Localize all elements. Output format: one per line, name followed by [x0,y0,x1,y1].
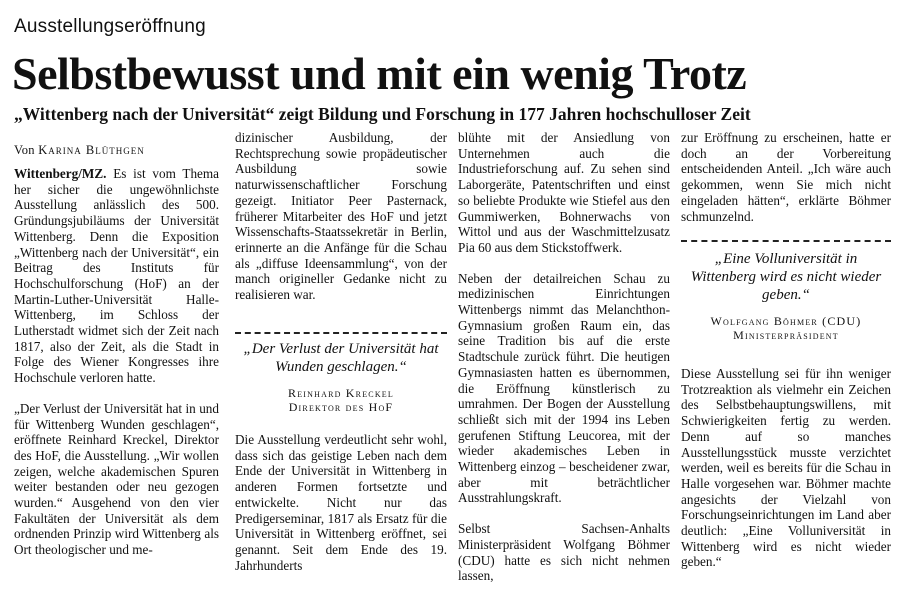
paragraph: „Der Verlust der Universität hat in und für Wittenberg Wunden geschlagen“, eröffnete Reinhard Kreckel, Direktor des HoF, die Ausstellung. „Wir wollen zeigen, welche akademischen Spuren weiter bestanden oder neu gezogen wurden.“ Ausgehend von den vier Fakultäten der Universität als dem ordnenden Prinzip wird Wittenberg als Ort theologischer und me- [14,400,219,558]
column-4-bottom [681,366,891,570]
pull-quote-boehmer [681,240,891,342]
byline-author: Karina Blüthgen [38,143,145,157]
kicker: Ausstellungseröffnung [14,16,206,37]
paragraph: Neben der detailreichen Schau zu medizinischen Einrichtungen Wittenbergs nimmt das Melanchthon-Gymnasium großen Raum ein, das seine Tradition bis auf die erste Stadtschule zurück führt. Die heutigen Gymnasiasten hatten es übernommen, die Eröffnung künstlerisch zu umrahmen. Der Bogen der Ausstellung schließt sich mit der 1994 ins Leben gerufenen Stiftung Leucorea, mit der wieder akademisches Leben in Wittenberg einzog – bescheidener zwar, aber mit beträchtlicher Ausstrahlungskraft. [458,270,670,506]
paragraph: blühte mit der Ansiedlung von Unternehmen auch die Industrieforschung auf. Zu sehen sind Laborgeräte, Patentschriften und einst so beliebte Produkte wie Stiefel aus den Gummiwerken, Bohnerwachs von Wittol und aus der Waschmittelzusatz Pia 60 aus dem Stickstoffwerk. [458,130,670,255]
column-2-bottom [235,432,447,573]
column-1 [14,166,219,558]
pull-quote-role: Ministerpräsident [733,328,839,342]
paragraph-text: Es ist vom Thema her sicher die ungewöhnlichste Ausstellung anlässlich des 500. Gründungsjubiläums der Universität Wittenberg. Denn die Exposition „Wittenberg nach der Universität“, ein Beitrag des Instituts für Hochschulforschung (HoF) an der Martin-Luther-Universität Halle-Wittenberg, im Schloss der Lutherstadt widmet sich der Zeit nach 1817, also der Zeit, als die Stadt in Folge des Wiener Kongresses ihre Hochschule verloren hatte. [14,166,220,386]
headline: Selbstbewusst und mit ein wenig Trotz [12,48,747,99]
paragraph: Die Ausstellung verdeutlicht sehr wohl, dass sich das geistige Leben nach dem Ende der Universität in Wittenberg in anderen Formen fortsetzte und entwickelte. Nicht nur das Predigerseminar, 1817 als Ersatz für die Universität in Wittenberg eröffnet, sei genannt. Seit dem Ende des 19. Jahrhunderts [235,432,447,573]
column-3 [458,130,670,584]
paragraph: zur Eröffnung zu erscheinen, hatte er doch an der Vorbereitung entscheidenden Anteil. „Ich wäre auch gekommen, wenn Sie mich nicht eingeladen hätten“, erklärte Böhmer schmunzelnd. [681,130,891,224]
column-4-top [681,130,891,224]
paragraph [14,166,219,386]
paragraph: dizinischer Ausbildung, der Rechtsprechung sowie propädeutischer Ausbildung sowie naturwissenschaftlicher Forschung gezeigt. Initiator Peer Pasternack, früherer Mitarbeiter des HoF und jetzt Wissenschafts-Staatssekretär in Berlin, erinnerte an die Anfänge für die Schau als „diffuse Ideensammlung“, von der manch origineller Gedanke nicht zu realisieren war. [235,130,447,303]
byline [14,143,145,158]
paragraph: Diese Ausstellung sei für ihn weniger Trotzreaktion als vielmehr ein Zeichen des Selbstbehauptungswillens, mit Schwierigkeiten fertig zu werden. Denn auf so manches Ausstellungsstück musste verzichtet werden, weil es bereits für die Schau in Halle vorgesehen war. Böhmer machte angesichts der Vielzahl von Forschungseinrichtungen im Land aber deutlich: „Eine Volluniversität in Wittenberg wird es nicht wieder geben.“ [681,366,891,570]
dateline: Wittenberg/MZ. [14,166,107,181]
paragraph: Selbst Sachsen-Anhalts Ministerpräsident Wolfgang Böhmer (CDU) hatte es sich nicht nehmen lassen, [458,521,670,584]
column-2-top [235,130,447,303]
pull-quote-role: Direktor des HoF [288,400,394,414]
pull-quote-name: Reinhard Kreckel [288,386,394,400]
subheadline: „Wittenberg nach der Universität“ zeigt Bildung und Forschung in 177 Jahren hochschulloser Zeit [14,104,751,124]
byline-prefix: Von [14,143,35,157]
pull-quote-name: Wolfgang Böhmer (CDU) [710,314,862,328]
pull-quote-text: „Der Verlust der Universität hat Wunden geschlagen.“ [243,341,439,375]
pull-quote-text: „Eine Volluniversität in Wittenberg wird es nicht wieder geben.“ [690,251,882,303]
pull-quote-kreckel [235,332,447,414]
